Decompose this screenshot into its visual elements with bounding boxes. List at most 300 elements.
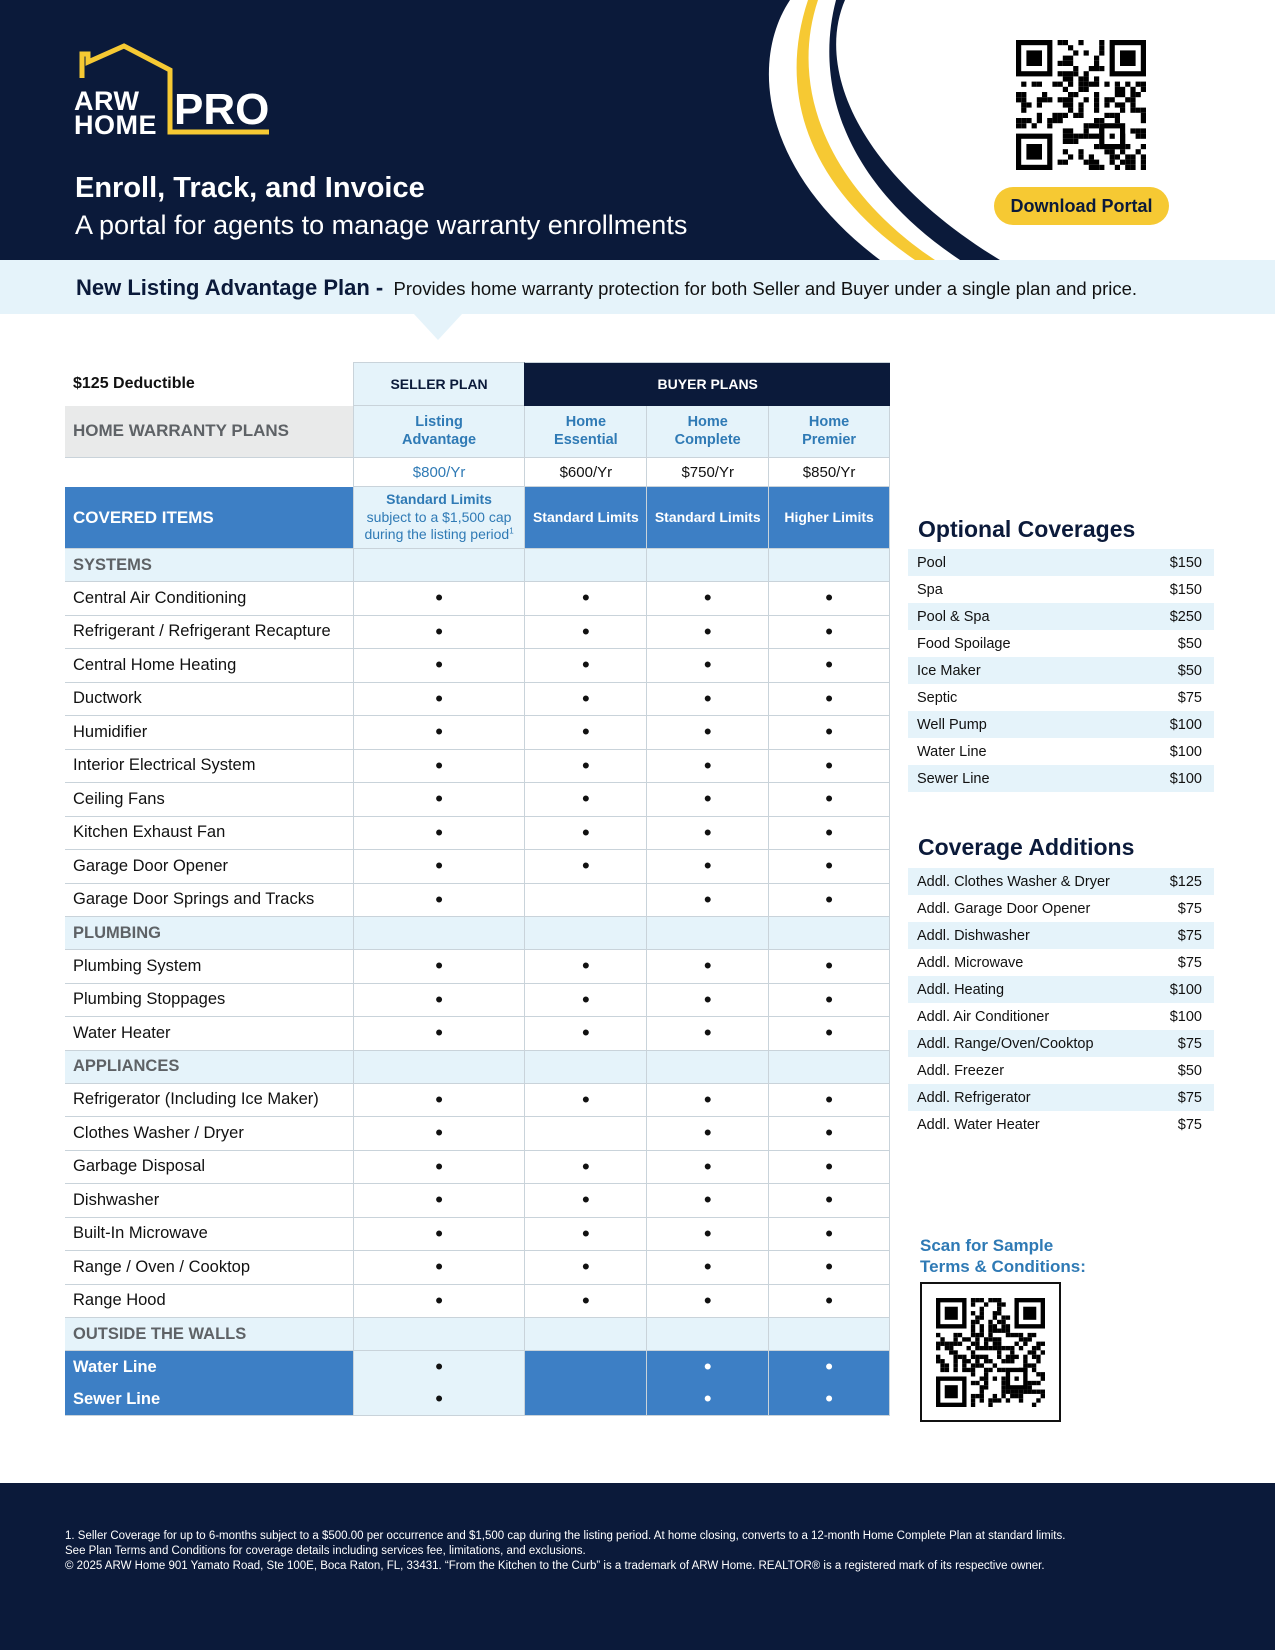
coverage-cell	[768, 1084, 890, 1118]
coverage-cell	[524, 616, 646, 650]
covered-item-label: Sewer Line	[65, 1383, 353, 1416]
list-item	[908, 949, 1214, 976]
list-item-price: $125	[1169, 873, 1202, 890]
coverage-cell	[646, 1017, 768, 1051]
section-cell	[524, 917, 646, 950]
plan-name-line: Home	[808, 414, 850, 431]
list-item-price: $50	[1177, 662, 1202, 679]
covered-dot: •	[825, 719, 833, 745]
coverage-cell	[646, 1151, 768, 1185]
coverage-cell	[524, 817, 646, 851]
covered-dot: •	[703, 1220, 712, 1246]
table-row	[65, 582, 890, 616]
covered-dot: •	[703, 853, 712, 879]
coverage-cell	[646, 1285, 768, 1319]
scan-line: Terms & Conditions:	[920, 1257, 1086, 1277]
coverage-additions-list	[908, 868, 1214, 1138]
table-row	[65, 716, 890, 750]
covered-dot: •	[703, 685, 712, 711]
list-item-label: Addl. Freezer	[917, 1062, 1005, 1079]
header	[0, 0, 1275, 260]
seller-limits-title: Standard Limits	[386, 491, 492, 508]
list-item	[908, 922, 1214, 949]
plan-name-line: Home	[565, 414, 607, 431]
section-label: SYSTEMS	[65, 549, 353, 582]
coverage-cell	[768, 582, 890, 616]
coverage-cell	[768, 783, 890, 817]
section-cell	[353, 1318, 525, 1351]
table-row	[65, 1251, 890, 1285]
terms-qr-code[interactable]	[936, 1298, 1045, 1407]
coverage-cell	[768, 984, 890, 1018]
coverage-cell	[524, 1184, 646, 1218]
plan-name-line: Complete	[674, 431, 741, 448]
terms-qr-frame	[920, 1282, 1061, 1422]
plan-home-premier	[768, 406, 890, 458]
section-cell	[646, 549, 768, 582]
covered-dot: •	[582, 685, 590, 711]
covered-dot: •	[435, 1187, 443, 1213]
coverage-cell	[353, 1285, 525, 1319]
list-item	[908, 603, 1214, 630]
coverage-cell	[768, 950, 890, 984]
covered-item-label: Ceiling Fans	[65, 783, 353, 817]
section-label: OUTSIDE THE WALLS	[65, 1318, 353, 1351]
list-item-price: $100	[1169, 716, 1202, 733]
list-item-price: $50	[1177, 1062, 1202, 1079]
deductible-label: $125 Deductible	[73, 375, 195, 392]
list-item	[908, 765, 1214, 792]
plan-home-essential	[524, 406, 646, 458]
coverage-cell	[768, 1351, 890, 1384]
covered-dot: •	[435, 652, 443, 678]
banner-text	[76, 275, 1137, 301]
covered-item-label: Refrigerator (Including Ice Maker)	[65, 1084, 353, 1118]
coverage-table	[65, 362, 890, 1415]
covered-dot: •	[703, 1153, 712, 1179]
list-item	[908, 895, 1214, 922]
covered-dot: •	[582, 1187, 590, 1213]
coverage-cell	[768, 1218, 890, 1252]
covered-dot: •	[582, 1287, 590, 1313]
plan-home-complete	[646, 406, 768, 458]
covered-dot: •	[582, 786, 590, 812]
section-cell	[524, 549, 646, 582]
covered-dot: •	[703, 1386, 712, 1411]
coverage-cell	[524, 1017, 646, 1051]
scan-terms-label	[920, 1235, 1086, 1278]
table-row	[65, 817, 890, 851]
coverage-cell	[353, 1184, 525, 1218]
coverage-cell	[353, 1218, 525, 1252]
list-item	[908, 738, 1214, 765]
covered-item-label: Plumbing Stoppages	[65, 984, 353, 1018]
coverage-cell	[646, 1084, 768, 1118]
coverage-cell	[768, 850, 890, 884]
covered-dot: •	[582, 1220, 590, 1246]
covered-item-label: Range / Oven / Cooktop	[65, 1251, 353, 1285]
coverage-cell	[353, 683, 525, 717]
coverage-cell	[646, 817, 768, 851]
covered-dot: •	[582, 986, 590, 1012]
table-row	[65, 1117, 890, 1151]
list-item	[908, 576, 1214, 603]
list-item-label: Pool	[917, 554, 947, 571]
list-item	[908, 684, 1214, 711]
list-item-price: $150	[1169, 554, 1202, 571]
coverage-cell	[524, 1218, 646, 1252]
list-item-label: Addl. Clothes Washer & Dryer	[917, 873, 1110, 890]
coverage-cell	[768, 884, 890, 918]
coverage-cell	[353, 1084, 525, 1118]
list-item-price: $100	[1169, 981, 1202, 998]
covered-dot: •	[582, 719, 590, 745]
seller-limits-line: during the listing period	[364, 526, 510, 543]
coverage-cell	[524, 1251, 646, 1285]
section-label: PLUMBING	[65, 917, 353, 950]
coverage-cell	[646, 950, 768, 984]
covered-dot: •	[703, 1187, 712, 1213]
coverage-cell	[646, 1218, 768, 1252]
covered-dot: •	[825, 1254, 833, 1280]
covered-dot: •	[582, 618, 590, 644]
footer-footnote: 1. Seller Coverage for up to 6-months subject to a $500.00 per occurrence and $1,500 cap during the listing period. At home closing, converts to a 12-month Home Complete Plan at standard limits.	[65, 1530, 1066, 1542]
coverage-cell	[353, 850, 525, 884]
covered-dot: •	[825, 819, 833, 845]
covered-dot: •	[825, 853, 833, 879]
coverage-cell	[353, 950, 525, 984]
price-home-premier: $850/Yr	[768, 458, 890, 487]
coverage-cell	[524, 1117, 646, 1151]
covered-dot: •	[825, 786, 833, 812]
coverage-cell	[646, 850, 768, 884]
section-cell	[353, 549, 525, 582]
banner-notch	[414, 314, 462, 340]
section-row	[65, 917, 890, 950]
section-cell	[524, 1051, 646, 1084]
portal-qr-code[interactable]	[1016, 40, 1146, 170]
coverage-table-body	[65, 549, 890, 1415]
coverage-cell	[646, 616, 768, 650]
covered-item-label: Garage Door Springs and Tracks	[65, 884, 353, 918]
covered-dot: •	[435, 1287, 443, 1313]
covered-item-label: Dishwasher	[65, 1184, 353, 1218]
section-cell	[646, 917, 768, 950]
list-item	[908, 1111, 1214, 1138]
covered-dot: •	[825, 1020, 833, 1046]
list-item-label: Addl. Garage Door Opener	[917, 900, 1091, 917]
coverage-cell	[646, 683, 768, 717]
table-row	[65, 1151, 890, 1185]
home-warranty-plans-label: HOME WARRANTY PLANS	[65, 406, 353, 458]
list-item-price: $75	[1177, 689, 1202, 706]
coverage-cell	[524, 850, 646, 884]
list-item-label: Addl. Water Heater	[917, 1116, 1040, 1133]
header-subtitle: A portal for agents to manage warranty enrollments	[75, 210, 688, 240]
coverage-cell	[646, 716, 768, 750]
list-item-price: $150	[1169, 581, 1202, 598]
covered-dot: •	[435, 986, 443, 1012]
coverage-cell	[524, 683, 646, 717]
seller-limits-line: subject to a $1,500 cap	[366, 508, 512, 525]
covered-dot: •	[703, 953, 712, 979]
coverage-cell	[524, 884, 646, 918]
covered-dot: •	[435, 752, 443, 778]
coverage-cell	[646, 783, 768, 817]
footnote-mark: 1	[509, 526, 514, 536]
list-item-label: Sewer Line	[917, 770, 990, 787]
covered-item-label: Range Hood	[65, 1285, 353, 1319]
section-cell	[353, 917, 525, 950]
coverage-cell	[524, 984, 646, 1018]
plan-names-row	[65, 406, 890, 458]
coverage-cell	[353, 984, 525, 1018]
covered-item-label: Ductwork	[65, 683, 353, 717]
plan-prices-row	[65, 458, 890, 487]
covered-dot: •	[435, 1386, 443, 1411]
price-home-complete: $750/Yr	[646, 458, 768, 487]
arw-home-pro-logo	[74, 40, 274, 150]
covered-items-label: COVERED ITEMS	[65, 487, 353, 549]
list-item-label: Addl. Range/Oven/Cooktop	[917, 1035, 1094, 1052]
covered-dot: •	[582, 853, 590, 879]
covered-dot: •	[703, 752, 712, 778]
coverage-cell	[353, 1017, 525, 1051]
covered-dot: •	[703, 585, 712, 611]
section-cell	[768, 917, 890, 950]
coverage-cell	[646, 984, 768, 1018]
list-item-price: $75	[1177, 900, 1202, 917]
list-item	[908, 711, 1214, 738]
covered-dot: •	[435, 719, 443, 745]
table-row	[65, 649, 890, 683]
covered-item-label: Garage Door Opener	[65, 850, 353, 884]
logo-pro: PRO	[174, 85, 270, 134]
section-row	[65, 549, 890, 582]
footer-copyright: © 2025 ARW Home 901 Yamato Road, Ste 100E, Boca Raton, FL, 33431. “From the Kitchen to the Curb” is a trademark of ARW Home. REALTOR® is a registered mark of its respective owner.	[65, 1560, 1045, 1572]
covered-dot: •	[582, 752, 590, 778]
coverage-cell	[353, 616, 525, 650]
covered-dot: •	[825, 685, 833, 711]
covered-dot: •	[582, 585, 590, 611]
covered-dot: •	[703, 886, 712, 912]
covered-dot: •	[435, 1120, 443, 1146]
coverage-cell	[768, 817, 890, 851]
optional-coverages-list	[908, 549, 1214, 792]
covered-dot: •	[825, 1354, 833, 1379]
covered-dot: •	[703, 652, 712, 678]
table-row	[65, 750, 890, 784]
list-item-label: Addl. Dishwasher	[917, 927, 1030, 944]
section-cell	[768, 549, 890, 582]
scan-line: Scan for Sample	[920, 1236, 1054, 1255]
coverage-cell	[646, 1184, 768, 1218]
covered-dot: •	[582, 652, 590, 678]
covered-item-label: Clothes Washer / Dryer	[65, 1117, 353, 1151]
list-item-label: Septic	[917, 689, 958, 706]
coverage-cell	[768, 1184, 890, 1218]
covered-dot: •	[703, 786, 712, 812]
table-header-row	[65, 362, 890, 406]
limits-home-essential: Standard Limits	[524, 487, 646, 549]
coverage-cell	[768, 649, 890, 683]
logo-home: HOME	[74, 110, 157, 140]
plan-name-line: Home	[687, 414, 728, 431]
covered-item-label: Garbage Disposal	[65, 1151, 353, 1185]
coverage-cell	[646, 1351, 768, 1384]
coverage-cell	[353, 1251, 525, 1285]
table-row	[65, 984, 890, 1018]
covered-dot: •	[703, 1287, 712, 1313]
optional-coverages-title: Optional Coverages	[918, 516, 1136, 542]
section-row	[65, 1318, 890, 1351]
covered-dot: •	[435, 1020, 443, 1046]
footer-terms-note: See Plan Terms and Conditions for coverage details including services fee, limitations, and exclusions.	[65, 1545, 586, 1557]
coverage-cell	[524, 716, 646, 750]
covered-dot: •	[435, 585, 443, 611]
covered-dot: •	[703, 1086, 712, 1112]
list-item-label: Addl. Heating	[917, 981, 1005, 998]
covered-dot: •	[825, 886, 833, 912]
coverage-cell	[524, 950, 646, 984]
coverage-cell	[768, 1285, 890, 1319]
covered-dot: •	[825, 1120, 833, 1146]
list-item-price: $75	[1177, 954, 1202, 971]
covered-item-label: Water Heater	[65, 1017, 353, 1051]
table-row	[65, 1285, 890, 1319]
covered-dot: •	[435, 819, 443, 845]
covered-dot: •	[435, 1220, 443, 1246]
covered-dot: •	[435, 886, 443, 912]
covered-dot: •	[435, 1086, 443, 1112]
covered-item-label: Interior Electrical System	[65, 750, 353, 784]
covered-dot: •	[703, 1354, 712, 1379]
covered-dot: •	[825, 1086, 833, 1112]
table-row	[65, 1017, 890, 1051]
limits-home-premier: Higher Limits	[768, 487, 890, 549]
seller-plan-header: SELLER PLAN	[353, 362, 525, 406]
table-row	[65, 1351, 890, 1383]
list-item-price: $75	[1177, 927, 1202, 944]
coverage-cell	[524, 1285, 646, 1319]
plan-name-line: Essential	[554, 431, 618, 448]
covered-dot: •	[703, 1120, 712, 1146]
coverage-cell	[768, 1151, 890, 1185]
coverage-cell	[768, 616, 890, 650]
covered-dot: •	[582, 819, 590, 845]
plan-name-line: Advantage	[401, 431, 477, 448]
covered-dot: •	[825, 752, 833, 778]
list-item-price: $75	[1177, 1089, 1202, 1106]
price-listing-advantage: $800/Yr	[353, 458, 525, 487]
list-item	[908, 976, 1214, 1003]
coverage-cell	[524, 582, 646, 616]
table-row	[65, 1218, 890, 1252]
list-item	[908, 1084, 1214, 1111]
covered-item-label: Built-In Microwave	[65, 1218, 353, 1252]
covered-dot: •	[825, 1386, 833, 1411]
section-row	[65, 1051, 890, 1084]
list-item	[908, 1030, 1214, 1057]
covered-items-header-row	[65, 487, 890, 549]
table-row	[65, 850, 890, 884]
covered-dot: •	[703, 819, 712, 845]
plan-name-line: Premier	[802, 431, 857, 448]
covered-dot: •	[703, 618, 712, 644]
download-portal-button[interactable]: Download Portal	[994, 187, 1169, 225]
covered-item-label: Refrigerant / Refrigerant Recapture	[65, 616, 353, 650]
coverage-cell	[768, 750, 890, 784]
plan-name-line: Listing	[415, 414, 463, 431]
covered-dot: •	[435, 685, 443, 711]
covered-dot: •	[825, 1187, 833, 1213]
coverage-cell	[646, 1251, 768, 1285]
list-item-label: Food Spoilage	[917, 635, 1011, 652]
covered-item-label: Kitchen Exhaust Fan	[65, 817, 353, 851]
list-item-label: Addl. Refrigerator	[917, 1089, 1031, 1106]
list-item-label: Pool & Spa	[917, 608, 990, 625]
section-cell	[768, 1318, 890, 1351]
covered-dot: •	[703, 986, 712, 1012]
section-label: APPLIANCES	[65, 1051, 353, 1084]
covered-item-label: Central Air Conditioning	[65, 582, 353, 616]
section-cell	[524, 1318, 646, 1351]
limits-home-complete: Standard Limits	[646, 487, 768, 549]
list-item-price: $50	[1177, 635, 1202, 652]
covered-dot: •	[825, 652, 833, 678]
covered-dot: •	[435, 1354, 443, 1379]
table-row	[65, 950, 890, 984]
list-item-label: Well Pump	[917, 716, 987, 733]
buyer-plans-header: BUYER PLANS	[524, 362, 890, 406]
list-item-price: $100	[1169, 770, 1202, 787]
coverage-cell	[524, 1383, 646, 1416]
coverage-cell	[646, 582, 768, 616]
list-item-price: $250	[1169, 608, 1202, 625]
table-row	[65, 783, 890, 817]
coverage-cell	[524, 649, 646, 683]
logo-arw: ARW	[74, 86, 140, 116]
covered-dot: •	[703, 719, 712, 745]
table-row	[65, 683, 890, 717]
covered-item-label: Humidifier	[65, 716, 353, 750]
coverage-cell	[353, 716, 525, 750]
covered-item-label: Water Line	[65, 1351, 353, 1384]
price-row-spacer	[65, 458, 353, 487]
list-item	[908, 1003, 1214, 1030]
coverage-cell	[353, 1351, 525, 1384]
coverage-cell	[646, 884, 768, 918]
coverage-cell	[768, 1383, 890, 1416]
list-item	[908, 549, 1214, 576]
list-item-price: $75	[1177, 1035, 1202, 1052]
covered-dot: •	[825, 953, 833, 979]
table-row	[65, 1383, 890, 1415]
plan-listing-advantage	[353, 406, 525, 458]
coverage-cell	[768, 1117, 890, 1151]
list-item	[908, 657, 1214, 684]
section-cell	[353, 1051, 525, 1084]
section-cell	[646, 1318, 768, 1351]
coverage-cell	[768, 716, 890, 750]
list-item-label: Addl. Air Conditioner	[917, 1008, 1050, 1025]
coverage-cell	[353, 1117, 525, 1151]
seller-limits-note	[353, 487, 525, 549]
coverage-cell	[646, 750, 768, 784]
coverage-cell	[353, 1151, 525, 1185]
covered-dot: •	[435, 1153, 443, 1179]
covered-dot: •	[435, 853, 443, 879]
